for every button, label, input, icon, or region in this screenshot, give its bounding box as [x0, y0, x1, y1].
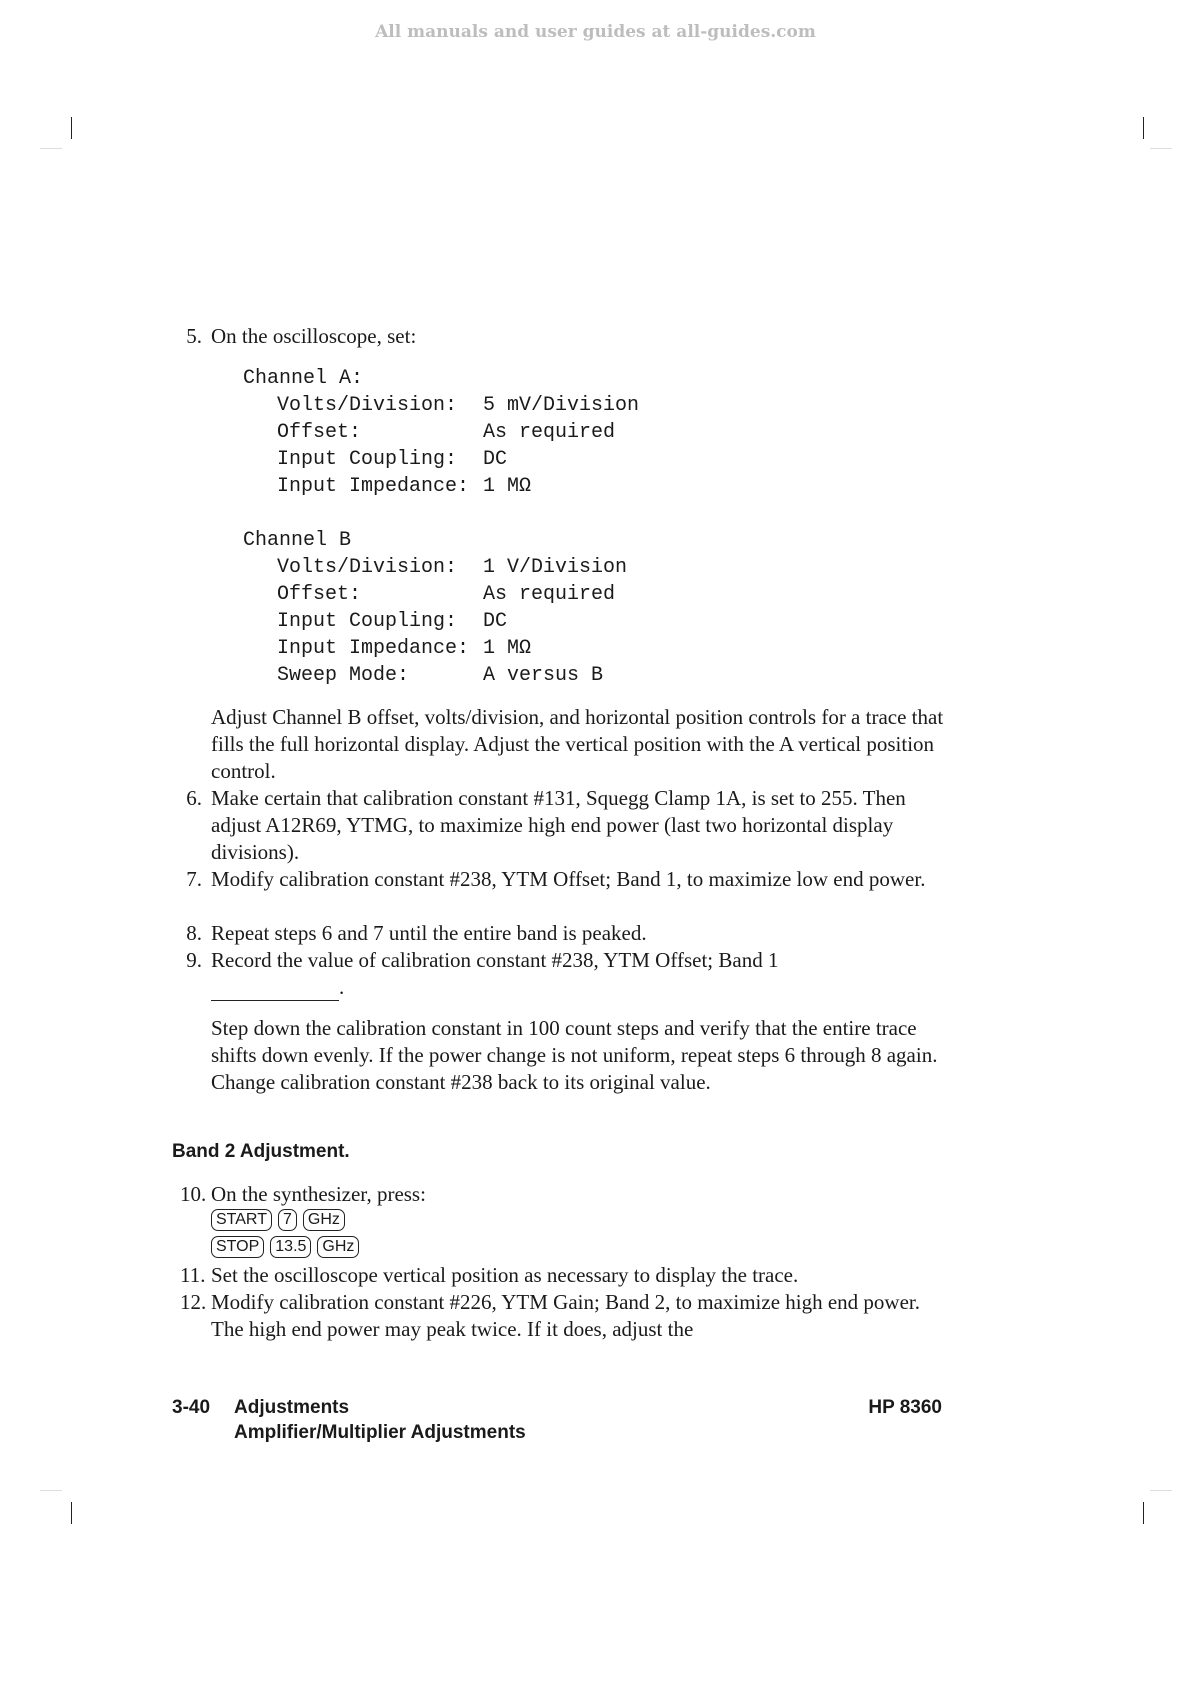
record-blank — [211, 974, 344, 1001]
setting-key: Offset: — [277, 421, 362, 444]
step-text: Modify calibration constant #238, YTM Offset; Band 1, to maximize low end power. — [211, 867, 926, 891]
footer-model: HP 8360 — [868, 1397, 942, 1418]
setting-key: Offset: — [277, 583, 362, 606]
setting-value: DC — [483, 448, 508, 471]
start-key: START — [211, 1209, 272, 1231]
digit-key: 13.5 — [270, 1236, 311, 1258]
footer-subsection: Amplifier/Multiplier Adjustments — [234, 1422, 526, 1443]
step-text: Make certain that calibration constant #131, Squegg Clamp 1A, is set to 255. Then adjust A12R69, YTMG, to maximize high end power (last two horizontal display divisions). — [211, 786, 906, 864]
step-text: On the oscilloscope, set: — [211, 324, 417, 348]
setting-key: Volts/Division: — [277, 556, 458, 579]
crop-mark — [1143, 1502, 1144, 1524]
setting-value: 1 V/Division — [483, 556, 628, 579]
step-number: 8. — [186, 921, 202, 945]
ghz-key: GHz — [303, 1209, 345, 1231]
step-number: 9. — [186, 948, 202, 972]
footer-section: Adjustments — [234, 1397, 350, 1418]
setting-key: Input Impedance: — [277, 475, 470, 498]
setting-value: A versus B — [483, 664, 604, 687]
setting-key: Input Coupling: — [277, 610, 458, 633]
crop-mark — [1150, 148, 1172, 149]
crop-mark — [71, 1502, 72, 1524]
setting-key: Input Impedance: — [277, 637, 470, 660]
step-text: Modify calibration constant #226, YTM Gain; Band 2, to maximize high end power. The high end power may peak twice. If it does, adjust the — [211, 1290, 921, 1341]
site-banner: All manuals and user guides at all-guides.com — [375, 22, 816, 42]
setting-key: Volts/Division: — [277, 394, 458, 417]
ghz-key: GHz — [317, 1236, 359, 1258]
paragraph: Step down the calibration constant in 100 count steps and verify that the entire trace shifts down evenly. If the power change is not uniform, repeat steps 6 through 8 again. Change calibration constant #238 back to its original value. — [211, 1016, 938, 1094]
setting-value: As required — [483, 421, 616, 444]
step-number: 7. — [186, 867, 202, 891]
step-text: Set the oscilloscope vertical position as necessary to display the trace. — [211, 1263, 799, 1287]
blank-period: . — [339, 975, 345, 999]
setting-value: As required — [483, 583, 616, 606]
step-text: Record the value of calibration constant #238, YTM Offset; Band 1 — [211, 948, 779, 972]
section-heading: Band 2 Adjustment. — [172, 1141, 350, 1162]
stop-key: STOP — [211, 1236, 264, 1258]
setting-key: Input Coupling: — [277, 448, 458, 471]
setting-value: 5 mV/Division — [483, 394, 640, 417]
setting-value: 1 MΩ — [483, 637, 532, 660]
step-text: Repeat steps 6 and 7 until the entire band is peaked. — [211, 921, 647, 945]
crop-mark — [71, 117, 72, 139]
setting-value: DC — [483, 610, 508, 633]
step-text: On the synthesizer, press: — [211, 1182, 426, 1206]
key-sequence — [211, 1236, 365, 1258]
step-number: 10. — [180, 1182, 207, 1206]
page-number: 3-40 — [172, 1397, 211, 1418]
setting-value: 1 MΩ — [483, 475, 532, 498]
channel-b-label: Channel B — [243, 529, 352, 552]
crop-mark — [1150, 1490, 1172, 1491]
crop-mark — [40, 1490, 62, 1491]
channel-a-label: Channel A: — [243, 367, 364, 390]
crop-mark — [40, 148, 62, 149]
key-sequence — [211, 1209, 351, 1231]
step-number: 5. — [186, 324, 202, 348]
crop-mark — [1143, 117, 1144, 139]
setting-key: Sweep Mode: — [277, 664, 410, 687]
step-number: 12. — [180, 1290, 207, 1314]
step-number: 11. — [180, 1263, 206, 1287]
digit-key: 7 — [278, 1209, 297, 1231]
step-number: 6. — [186, 786, 202, 810]
paragraph: Adjust Channel B offset, volts/division, and horizontal position controls for a trace that fills the full horizontal display. Adjust the vertical position with the A vertical position control. — [211, 705, 944, 783]
